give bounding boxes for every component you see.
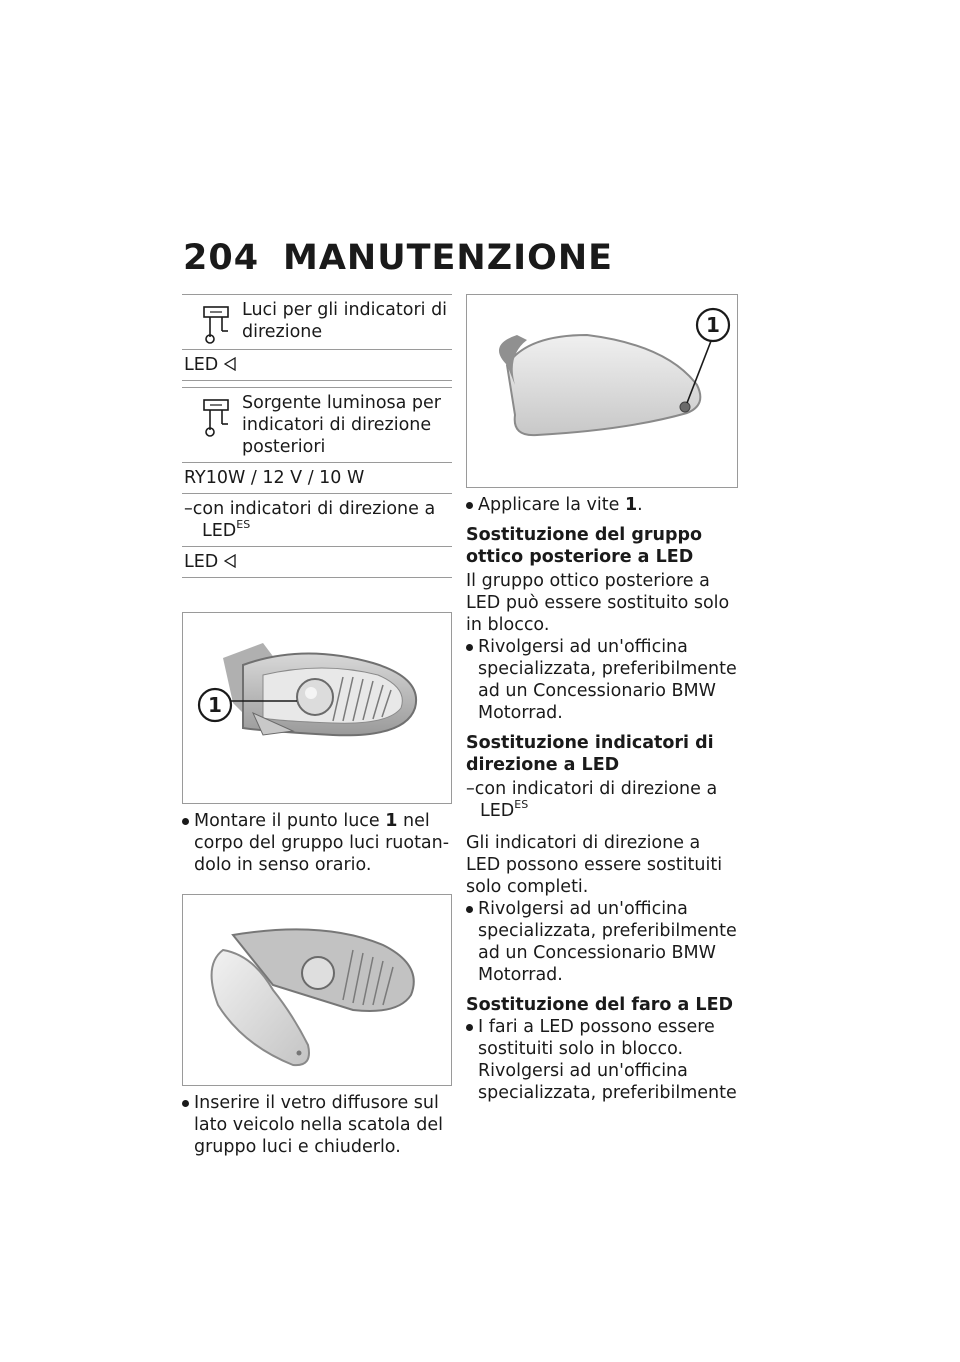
step3-text-c: . (637, 495, 643, 515)
spec-row4-value: RY10W / 12 V / 10 W (184, 468, 365, 488)
paragraph: Il gruppo ottico posteriore a LED può essere sostituito solo in blocco. (466, 571, 730, 635)
spec-table (182, 294, 452, 578)
list-item: Rivolgersi ad un'officina specializzata, preferibilmente ad un Concessionario BMW Motorrad. (466, 636, 738, 724)
paragraph: Gli indicatori di direzione a LED possono essere sostituiti solo completi. (466, 833, 723, 897)
left-triangle-icon (224, 357, 236, 371)
left-steps-1 (182, 810, 452, 876)
spec-row3-line2: indicatori di direzione (242, 415, 432, 435)
list-item: Inserire il vetro diffusore sul lato veicolo nella scatola del gruppo luci e chiuderlo. (182, 1092, 452, 1158)
step1-ref: 1 (385, 811, 398, 831)
right-steps-1 (466, 494, 738, 516)
section-title: MANUTENZIONE (283, 238, 614, 278)
step1-text-a: Montare il punto luce (194, 811, 386, 831)
list-item: Rivolgersi ad un'officina specializzata, preferibilmente ad un Concessionario BMW Motorrad. (466, 898, 738, 986)
figure-lens-insert (182, 894, 452, 1086)
lamp-spec-icon (198, 305, 234, 345)
spec-row3-line3: posteriori (242, 437, 326, 457)
left-steps-2 (182, 1092, 452, 1158)
lamp-spec-icon (198, 398, 234, 438)
step3-ref: 1 (624, 495, 638, 515)
list-item (466, 494, 738, 516)
spec-row-variant (182, 494, 452, 547)
section-heading: Sostituzione indicatori di direzione a LED (466, 733, 714, 775)
spec-row-led2 (182, 547, 452, 578)
variant-text: –con indicatori di direzione a LED (466, 779, 718, 821)
section-heading: Sostituzione del gruppo ottico posteriore a LED (466, 525, 703, 567)
right-steps-3 (466, 898, 738, 986)
spec-row5-line1: –con indicatori di direzione a (184, 499, 436, 519)
spec-row-led (182, 350, 452, 381)
spec-row1-line1: Luci per gli indicatori di (242, 300, 448, 320)
right-steps-2 (466, 636, 738, 724)
left-triangle-icon (224, 554, 236, 568)
left-column (182, 294, 452, 1158)
variant-sup: ES (514, 798, 529, 811)
right-column (466, 294, 738, 1104)
spec-row3-line1: Sorgente luminosa per (242, 393, 441, 413)
spec-row-bulb (182, 463, 452, 494)
spec-row-title (182, 295, 452, 350)
spec-row6-value: LED (184, 552, 219, 572)
page-number: 204 (183, 238, 260, 278)
page-title (183, 238, 613, 278)
list-item (182, 810, 452, 876)
step3-text-a: Applicare la vite (478, 495, 625, 515)
spec-row5-line2: LED (202, 521, 237, 541)
spec-row1-line2: direzione (242, 322, 323, 342)
spec-row-source (182, 388, 452, 463)
spec-row5-sup: ES (236, 518, 251, 531)
right-steps-4 (466, 1016, 738, 1104)
callout-label: 1 (208, 693, 222, 717)
step1-text-c: nel corpo del gruppo luci ruotan- dolo in senso orario. (194, 811, 450, 875)
spec-row2-value: LED (184, 355, 219, 375)
list-item: I fari a LED possono essere sostituiti solo in blocco. Rivolgersi ad un'officina specializzata, preferibilmente (466, 1016, 738, 1104)
figure-screw (466, 294, 738, 488)
section-heading: Sostituzione del faro a LED (466, 995, 734, 1015)
figure-bulb-install (182, 612, 452, 804)
variant-line (466, 778, 738, 822)
callout-label: 1 (706, 313, 720, 337)
